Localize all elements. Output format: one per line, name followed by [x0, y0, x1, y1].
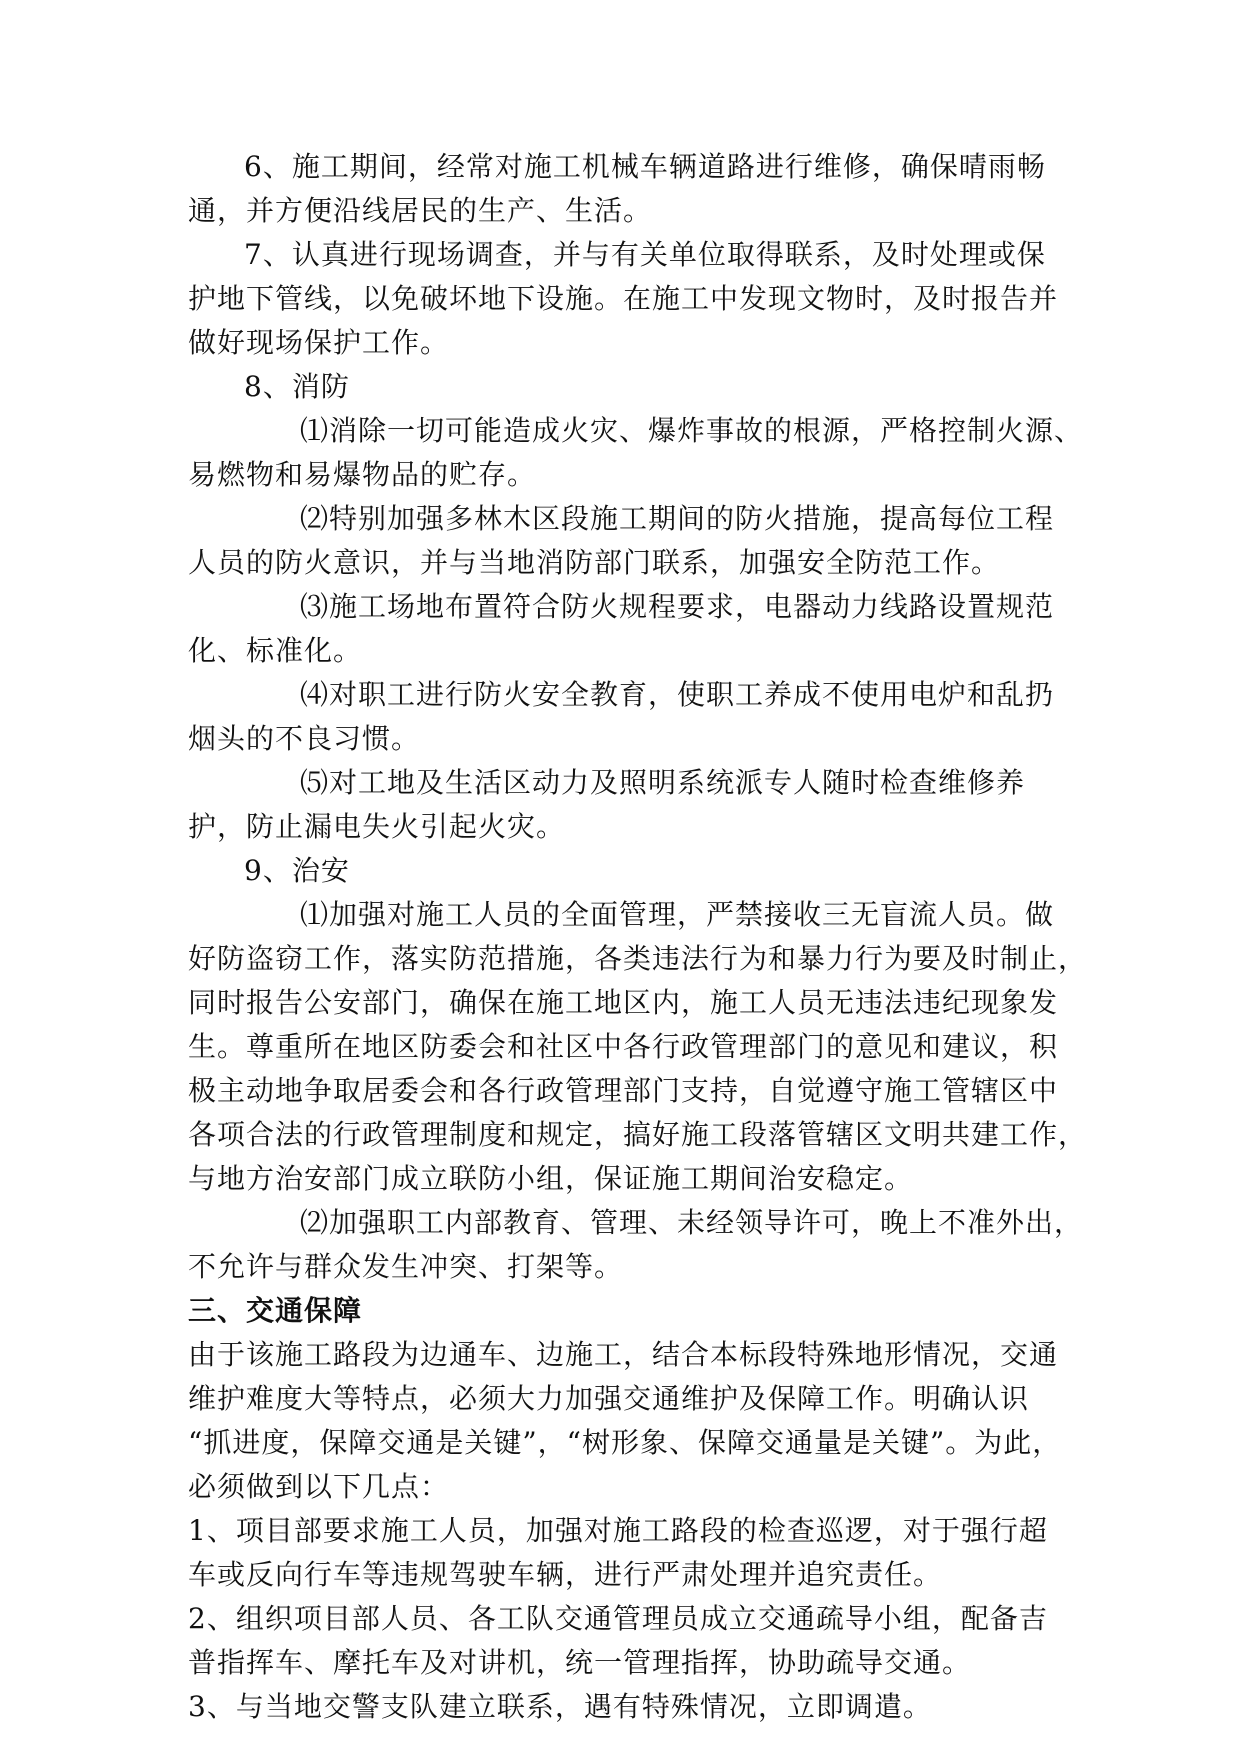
traffic-point-1-line-1: 1、项目部要求施工人员，加强对施工路段的检查巡逻，对于强行超	[188, 1514, 1048, 1547]
security-point-1-line-2: 好防盗窃工作，落实防范措施，各类违法行为和暴力行为要及时制止，	[188, 942, 1088, 975]
security-point-1-line-1: ⑴加强对施工人员的全面管理，严禁接收三无盲流人员。做	[300, 898, 1055, 931]
security-point-1-line-7: 与地方治安部门成立联防小组，保证施工期间治安稳定。	[188, 1162, 914, 1195]
security-point-1-line-6: 各项合法的行政管理制度和规定，搞好施工段落管辖区文明共建工作，	[188, 1118, 1088, 1151]
fire-point-2-line-1: ⑵特别加强多林木区段施工期间的防火措施，提高每位工程	[300, 502, 1055, 535]
traffic-intro-line-2: 维护难度大等特点，必须大力加强交通维护及保障工作。明确认识	[188, 1382, 1030, 1415]
item-9-title: 9、治安	[244, 854, 350, 887]
item-7-line-3: 做好现场保护工作。	[188, 326, 450, 359]
fire-point-2-line-2: 人员的防火意识，并与当地消防部门联系，加强安全防范工作。	[188, 546, 1001, 579]
item-8-title: 8、消防	[244, 370, 350, 403]
security-point-1-line-5: 极主动地争取居委会和各行政管理部门支持，自觉遵守施工管辖区中	[188, 1074, 1059, 1107]
section-heading-traffic: 三、交通保障	[188, 1294, 363, 1327]
traffic-point-2-line-2: 普指挥车、摩托车及对讲机，统一管理指挥，协助疏导交通。	[188, 1646, 972, 1679]
security-point-2-line-2: 不允许与群众发生冲突、打架等。	[188, 1250, 624, 1283]
fire-point-1-line-1: ⑴消除一切可能造成火灾、爆炸事故的根源，严格控制火源、	[300, 414, 1084, 447]
fire-point-3-line-1: ⑶施工场地布置符合防火规程要求，电器动力线路设置规范	[300, 590, 1055, 623]
item-7-line-1: 7、认真进行现场调查，并与有关单位取得联系，及时处理或保	[244, 238, 1046, 271]
fire-point-4-line-2: 烟头的不良习惯。	[188, 722, 421, 755]
security-point-1-line-3: 同时报告公安部门，确保在施工地区内，施工人员无违法违纪现象发	[188, 986, 1059, 1019]
traffic-point-3-line-1: 3、与当地交警支队建立联系，遇有特殊情况，立即调遣。	[188, 1690, 932, 1723]
fire-point-5-line-1: ⑸对工地及生活区动力及照明系统派专人随时检查维修养	[300, 766, 1026, 799]
document-page	[188, 148, 1088, 1732]
fire-point-4-line-1: ⑷对职工进行防火安全教育，使职工养成不使用电炉和乱扔	[300, 678, 1055, 711]
traffic-intro-line-1: 由于该施工路段为边通车、边施工，结合本标段特殊地形情况，交通	[188, 1338, 1059, 1371]
traffic-point-2-line-1: 2、组织项目部人员、各工队交通管理员成立交通疏导小组，配备吉	[188, 1602, 1048, 1635]
fire-point-3-line-2: 化、标准化。	[188, 634, 363, 667]
security-point-1-line-4: 生。尊重所在地区防委会和社区中各行政管理部门的意见和建议，积	[188, 1030, 1059, 1063]
traffic-intro-line-3: “抓进度，保障交通是关键”，“树形象、保障交通量是关键”。为此，	[188, 1426, 1062, 1459]
item-7-line-2: 护地下管线，以免破坏地下设施。在施工中发现文物时，及时报告并	[188, 282, 1059, 315]
traffic-point-1-line-2: 车或反向行车等违规驾驶车辆，进行严肃处理并追究责任。	[188, 1558, 943, 1591]
traffic-intro-line-4: 必须做到以下几点：	[188, 1470, 450, 1503]
item-6-line-1: 6、施工期间，经常对施工机械车辆道路进行维修，确保晴雨畅	[244, 150, 1046, 183]
fire-point-5-line-2: 护，防止漏电失火引起火灾。	[188, 810, 566, 843]
item-6-line-2: 通，并方便沿线居民的生产、生活。	[188, 194, 653, 227]
fire-point-1-line-2: 易燃物和易爆物品的贮存。	[188, 458, 537, 491]
security-point-2-line-1: ⑵加强职工内部教育、管理、未经领导许可，晚上不准外出，	[300, 1206, 1084, 1239]
